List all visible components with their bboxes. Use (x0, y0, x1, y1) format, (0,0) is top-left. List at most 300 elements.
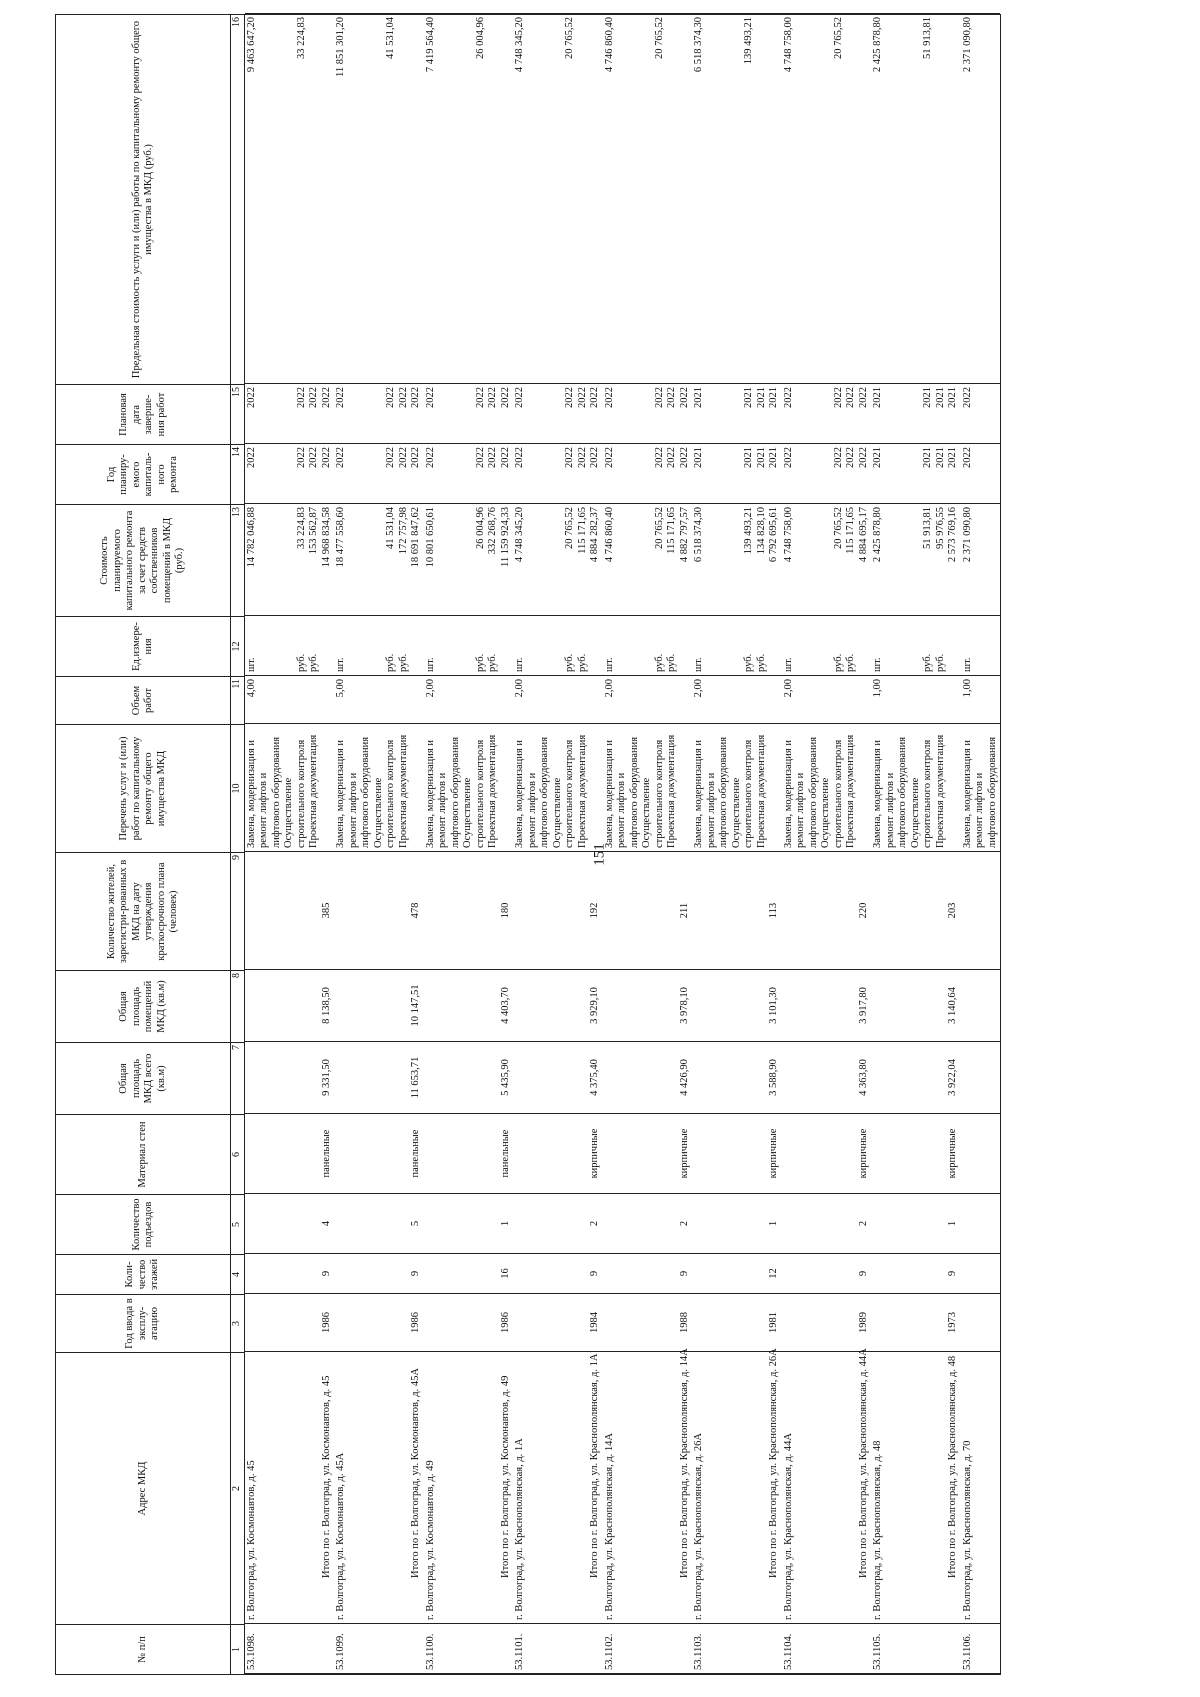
repair-year: 2021 (947, 447, 958, 468)
record-col-3 (424, 1293, 514, 1351)
unit-rub: руб. (832, 653, 844, 672)
building-record (961, 15, 1001, 1674)
cost-project: 332 268,76 (487, 507, 498, 555)
col-number: 9 (231, 853, 245, 971)
record-wall-material: кирпичные (857, 1128, 869, 1179)
col-number: 14 (231, 445, 245, 505)
record-year-built: 1984 (589, 1312, 600, 1333)
records-body (244, 15, 1001, 1675)
line-spacer (527, 1355, 590, 1620)
record-col-15 (782, 383, 872, 443)
building-record (334, 15, 424, 1674)
record-col-15 (513, 383, 603, 443)
record-col-14 (513, 443, 603, 503)
end-date: 2022 (514, 387, 525, 408)
end-date: 2021 (922, 387, 933, 408)
unit-rub: руб. (564, 653, 575, 672)
line-spacer (783, 1045, 858, 1110)
record-col-8 (871, 969, 961, 1041)
work-lift: Замена, модернизация и (335, 740, 346, 848)
record-area-rooms: 3 929,10 (589, 987, 600, 1024)
line-spacer (604, 1197, 679, 1250)
col-number: 16 (231, 15, 245, 385)
building-record (603, 15, 693, 1674)
col-number: 12 (231, 617, 245, 677)
record-col-12 (424, 615, 514, 675)
record-col-14 (603, 443, 693, 503)
col-number: 4 (231, 1255, 245, 1295)
work-lift: лифтового оборудования (718, 736, 729, 848)
line-spacer (246, 1045, 321, 1110)
record-col-12 (782, 615, 872, 675)
repair-plan-table (55, 14, 1001, 1675)
record-col-6 (782, 1113, 872, 1193)
line-spacer (335, 1045, 410, 1110)
record-col-4 (782, 1253, 872, 1293)
record-col-4 (692, 1253, 782, 1293)
work-lift: Замена, модернизация и (424, 740, 436, 848)
work-project: Проектная документация (934, 734, 946, 848)
work-lift: ремонт лифтов и (258, 772, 269, 848)
work-control: Осуществление (372, 777, 384, 848)
limit-lift: 11 851 301,20 (335, 17, 346, 77)
record-col-5 (334, 1193, 424, 1253)
record-col-8 (603, 969, 693, 1041)
repair-year: 2022 (832, 447, 844, 468)
record-floors: 9 (857, 1270, 869, 1277)
end-date: 2022 (603, 387, 615, 408)
line-spacer (425, 1117, 500, 1190)
record-col-15 (603, 383, 693, 443)
unit-rub: руб. (845, 653, 856, 672)
work-project: Проектная документация (666, 734, 677, 848)
unit-pcs: шт. (335, 657, 346, 672)
record-col-10 (603, 723, 693, 851)
record-area-total: 11 653,71 (410, 1056, 421, 1099)
line-spacer (258, 619, 296, 672)
end-date: 2022 (576, 387, 588, 408)
col-header-year-built: Год ввода в эксплу-атацию (56, 1295, 231, 1353)
line-spacer (425, 1045, 500, 1110)
record-col-7 (961, 1041, 1001, 1113)
records-row (244, 15, 1001, 1675)
cost-subtotal: 14 968 834,58 (320, 507, 332, 568)
work-control: Осуществление (730, 777, 742, 848)
record-col-9 (603, 851, 693, 969)
cost-control: 20 765,52 (653, 507, 665, 549)
cost-lift: 10 801 650,61 (424, 507, 436, 568)
record-col-5 (871, 1193, 961, 1253)
record-col-3 (692, 1293, 782, 1351)
repair-year: 2022 (514, 447, 525, 468)
cost-control: 33 224,83 (295, 507, 307, 549)
record-number: 53.1105. (872, 1633, 883, 1670)
repair-year: 2022 (474, 447, 486, 468)
record-col-6 (603, 1113, 693, 1193)
end-date: 2021 (693, 387, 704, 408)
repair-year: 2021 (743, 447, 754, 468)
line-spacer (258, 507, 296, 612)
record-col-13 (961, 503, 1001, 615)
record-residents: 211 (678, 902, 690, 919)
end-date: 2022 (961, 387, 973, 408)
record-area-total: 4 375,40 (589, 1059, 600, 1096)
record-col-5 (782, 1193, 872, 1253)
record-year-built: 1981 (768, 1312, 779, 1333)
repair-year: 2022 (678, 447, 690, 468)
line-spacer (885, 1355, 948, 1620)
building-record (424, 15, 514, 1674)
work-control: Осуществление (283, 777, 294, 848)
record-col-6 (245, 1113, 335, 1193)
line-spacer (437, 387, 475, 440)
cost-lift: 18 477 558,60 (335, 507, 346, 568)
line-spacer (795, 447, 833, 500)
record-col-8 (961, 969, 1001, 1041)
line-spacer (872, 973, 947, 1038)
repair-year: 2022 (499, 447, 511, 468)
repair-year: 2022 (782, 447, 794, 468)
record-floors: 9 (678, 1270, 690, 1277)
record-col-7 (871, 1041, 961, 1113)
line-spacer (693, 1197, 768, 1250)
line-spacer (616, 17, 654, 380)
work-control: Осуществление (551, 777, 563, 848)
work-project: Проектная документация (755, 734, 767, 848)
line-spacer (348, 17, 386, 380)
record-col-11 (961, 675, 1001, 723)
unit-rub: руб. (743, 653, 754, 672)
record-col-9 (424, 851, 514, 969)
col-header-limit-cost: Предельная стоимость услуги и (или) работы по капитальному ремонту общего имущества в МКД (руб.) (56, 15, 231, 385)
record-number: 53.1103. (693, 1633, 704, 1670)
cost-subtotal: 4 882 797,57 (678, 507, 690, 563)
cost-control: 51 913,81 (922, 507, 933, 549)
record-wall-material: кирпичные (947, 1128, 958, 1179)
unit-rub: руб. (666, 653, 677, 672)
line-spacer (348, 619, 386, 672)
line-spacer (514, 1117, 589, 1190)
cost-control: 20 765,52 (832, 507, 844, 549)
record-area-total: 4 363,80 (857, 1059, 869, 1096)
record-col-13 (782, 503, 872, 615)
end-date: 2022 (499, 387, 511, 408)
line-spacer (437, 447, 475, 500)
line-spacer (885, 387, 923, 440)
record-address: г. Волгоград, ул. Космонавтов, д. 45 (245, 1460, 257, 1620)
line-spacer (795, 507, 833, 612)
record-col-3 (782, 1293, 872, 1351)
line-spacer (795, 1355, 858, 1620)
line-spacer (527, 507, 565, 612)
record-area-total: 3 588,90 (768, 1059, 779, 1096)
work-volume: 4,00 (245, 679, 257, 698)
work-volume: 2,00 (693, 679, 704, 698)
work-lift: ремонт лифтов и (526, 772, 538, 848)
record-col-16 (961, 13, 1001, 383)
record-col-10 (424, 723, 514, 851)
unit-rub: руб. (653, 653, 665, 672)
record-col-9 (871, 851, 961, 969)
line-spacer (604, 1257, 679, 1290)
work-control: строительного контроля (295, 739, 307, 848)
record-col-4 (245, 1253, 335, 1293)
line-spacer (335, 973, 410, 1038)
line-spacer (872, 1297, 947, 1348)
work-lift: Замена, модернизация и (872, 740, 883, 848)
record-wall-material: панельные (499, 1129, 511, 1178)
record-entrances: 1 (499, 1220, 511, 1227)
record-floors: 9 (320, 1270, 332, 1277)
record-area-total: 5 435,90 (499, 1059, 511, 1096)
record-area-total: 9 331,50 (320, 1059, 332, 1096)
col-number: 5 (231, 1195, 245, 1255)
record-col-10 (245, 723, 335, 851)
col-number: 10 (231, 725, 245, 853)
subtotal-label: Итого по г. Волгоград, ул. Краснополянская, д. 1А (589, 1353, 600, 1578)
unit-rub: руб. (922, 653, 933, 672)
line-spacer (604, 855, 679, 966)
record-floors: 12 (768, 1268, 779, 1279)
record-col-9 (692, 851, 782, 969)
end-date: 2022 (589, 387, 600, 408)
col-header-end-date: Плановая дата заверше-ния работ (56, 385, 231, 445)
record-col-11 (692, 675, 782, 723)
end-date: 2021 (768, 387, 779, 408)
record-col-16 (603, 13, 693, 383)
record-area-rooms: 3 101,30 (768, 987, 779, 1024)
cost-lift: 4 746 860,40 (603, 507, 615, 563)
record-residents: 203 (947, 902, 958, 919)
work-volume: 1,00 (961, 679, 973, 698)
record-col-14 (424, 443, 514, 503)
record-col-6 (692, 1113, 782, 1193)
cost-subtotal: 4 884 695,17 (857, 507, 869, 563)
record-year-built: 1986 (499, 1312, 511, 1333)
record-entrances: 5 (410, 1220, 421, 1227)
record-year-built: 1986 (410, 1312, 421, 1333)
work-control: строительного контроля (564, 739, 575, 848)
record-col-13 (603, 503, 693, 615)
limit-lift: 2 371 090,80 (961, 17, 973, 73)
record-col-13 (692, 503, 782, 615)
record-col-8 (692, 969, 782, 1041)
record-col-4 (513, 1253, 603, 1293)
work-project: Проектная документация (576, 734, 588, 848)
unit-rub: руб. (755, 653, 767, 672)
subtotal-label: Итого по г. Волгоград, ул. Космонавтов, д. 49 (499, 1375, 511, 1578)
end-date: 2022 (845, 387, 856, 408)
record-col-6 (871, 1113, 961, 1193)
column-number-row (231, 15, 245, 1675)
cost-lift: 4 748 758,00 (782, 507, 794, 563)
record-col-15 (961, 383, 1001, 443)
end-date: 2022 (487, 387, 498, 408)
record-number: 53.1098. (245, 1633, 257, 1670)
record-wall-material: панельные (320, 1129, 332, 1178)
line-spacer (783, 973, 858, 1038)
record-col-5 (692, 1193, 782, 1253)
line-spacer (885, 447, 923, 500)
record-col-4 (961, 1253, 1001, 1293)
line-spacer (885, 17, 923, 380)
record-wall-material: кирпичные (589, 1128, 600, 1179)
end-date: 2021 (755, 387, 767, 408)
record-address: г. Волгоград, ул. Космонавтов, д. 45А (335, 1452, 346, 1620)
col-number: 6 (231, 1115, 245, 1195)
line-spacer (425, 1197, 500, 1250)
work-lift: лифтового оборудования (986, 736, 998, 848)
record-col-1 (334, 1623, 424, 1673)
line-spacer (616, 447, 654, 500)
record-col-6 (424, 1113, 514, 1193)
record-entrances: 1 (768, 1220, 779, 1227)
record-col-3 (513, 1293, 603, 1351)
record-col-3 (871, 1293, 961, 1351)
limit-control: 33 224,83 (295, 17, 307, 59)
record-col-2 (513, 1351, 603, 1623)
repair-year: 2022 (857, 447, 869, 468)
col-header-area-rooms: Общая площадь помещений МКД (кв.м) (56, 971, 231, 1043)
record-col-1 (513, 1623, 603, 1673)
work-volume: 2,00 (782, 679, 794, 698)
record-address: г. Волгоград, ул. Краснополянская, д. 1А (514, 1438, 525, 1620)
cost-project: 153 562,87 (308, 507, 319, 555)
repair-year: 2022 (487, 447, 498, 468)
record-col-3 (603, 1293, 693, 1351)
record-col-15 (245, 383, 335, 443)
repair-year: 2022 (653, 447, 665, 468)
line-spacer (604, 1117, 679, 1190)
record-area-rooms: 10 147,51 (410, 984, 421, 1027)
record-col-3 (245, 1293, 335, 1351)
unit-rub: руб. (308, 653, 319, 672)
record-residents: 385 (320, 902, 332, 919)
record-col-15 (692, 383, 782, 443)
unit-pcs: шт. (424, 657, 436, 672)
line-spacer (514, 1257, 589, 1290)
line-spacer (783, 1117, 858, 1190)
end-date: 2022 (295, 387, 307, 408)
repair-year: 2022 (397, 447, 409, 468)
end-date: 2022 (857, 387, 869, 408)
line-spacer (795, 619, 833, 672)
record-col-11 (513, 675, 603, 723)
line-spacer (246, 973, 321, 1038)
end-date: 2022 (320, 387, 332, 408)
record-residents: 180 (499, 902, 511, 919)
header-row (56, 15, 231, 1675)
line-spacer (348, 387, 386, 440)
repair-year: 2022 (295, 447, 307, 468)
record-col-1 (424, 1623, 514, 1673)
end-date: 2021 (872, 387, 883, 408)
line-spacer (693, 1297, 768, 1348)
record-col-13 (871, 503, 961, 615)
repair-year: 2022 (589, 447, 600, 468)
record-col-16 (513, 13, 603, 383)
limit-lift: 4 748 345,20 (514, 17, 525, 73)
col-number: 1 (231, 1625, 245, 1675)
limit-control: 139 493,21 (743, 17, 754, 65)
subtotal-label: Итого по г. Волгоград, ул. Краснополянская, д. 48 (947, 1355, 958, 1578)
cost-lift: 2 371 090,80 (961, 507, 973, 563)
cost-lift: 6 518 374,30 (693, 507, 704, 563)
cost-project: 134 828,10 (755, 507, 767, 555)
record-col-9 (245, 851, 335, 969)
line-spacer (616, 507, 654, 612)
record-col-1 (782, 1623, 872, 1673)
work-lift: Замена, модернизация и (514, 740, 525, 848)
record-col-15 (871, 383, 961, 443)
work-lift: ремонт лифтов и (974, 772, 985, 848)
record-col-6 (513, 1113, 603, 1193)
unit-pcs: шт. (961, 657, 973, 672)
record-year-built: 1988 (678, 1312, 690, 1333)
line-spacer (437, 1355, 500, 1620)
line-spacer (258, 17, 296, 380)
line-spacer (706, 387, 744, 440)
line-spacer (514, 855, 589, 966)
record-col-10 (692, 723, 782, 851)
line-spacer (348, 1355, 411, 1620)
work-lift: лифтового оборудования (360, 736, 371, 848)
work-volume: 2,00 (424, 679, 436, 698)
col-number: 13 (231, 505, 245, 617)
limit-control: 41 531,04 (385, 17, 396, 59)
line-spacer (425, 1297, 500, 1348)
record-number: 53.1099. (335, 1633, 346, 1670)
line-spacer (706, 447, 744, 500)
record-col-12 (245, 615, 335, 675)
line-spacer (783, 1197, 858, 1250)
record-area-rooms: 3 140,64 (947, 987, 958, 1024)
record-col-9 (961, 851, 1001, 969)
end-date: 2021 (947, 387, 958, 408)
repair-year: 2022 (666, 447, 677, 468)
record-address: г. Волгоград, ул. Краснополянская, д. 44А (782, 1433, 794, 1620)
record-col-16 (245, 13, 335, 383)
line-spacer (258, 447, 296, 500)
work-lift: ремонт лифтов и (795, 772, 806, 848)
record-col-16 (424, 13, 514, 383)
record-col-2 (245, 1351, 335, 1623)
record-col-4 (334, 1253, 424, 1293)
cost-subtotal: 11 159 924,33 (499, 507, 511, 567)
work-control: строительного контроля (922, 739, 933, 848)
record-col-14 (334, 443, 424, 503)
work-control: Осуществление (909, 777, 921, 848)
work-control: строительного контроля (385, 739, 396, 848)
col-header-volume: Объем работ (56, 677, 231, 725)
line-spacer (514, 973, 589, 1038)
repair-year: 2022 (245, 447, 257, 468)
line-spacer (425, 855, 500, 966)
work-control: строительного контроля (743, 739, 754, 848)
line-spacer (246, 1257, 321, 1290)
col-header-works: Перечень услуг и (или) работ по капитальному ремонту общего имущества МКД (56, 725, 231, 853)
repair-year: 2021 (934, 447, 946, 468)
record-col-14 (692, 443, 782, 503)
record-col-1 (245, 1623, 335, 1673)
col-header-area-total: Общая площадь МКД всего (кв.м) (56, 1043, 231, 1115)
building-record (782, 15, 872, 1674)
repair-year: 2021 (872, 447, 883, 468)
line-spacer (706, 17, 744, 380)
work-control: строительного контроля (832, 739, 844, 848)
record-area-rooms: 4 403,70 (499, 987, 511, 1024)
line-spacer (706, 1355, 769, 1620)
